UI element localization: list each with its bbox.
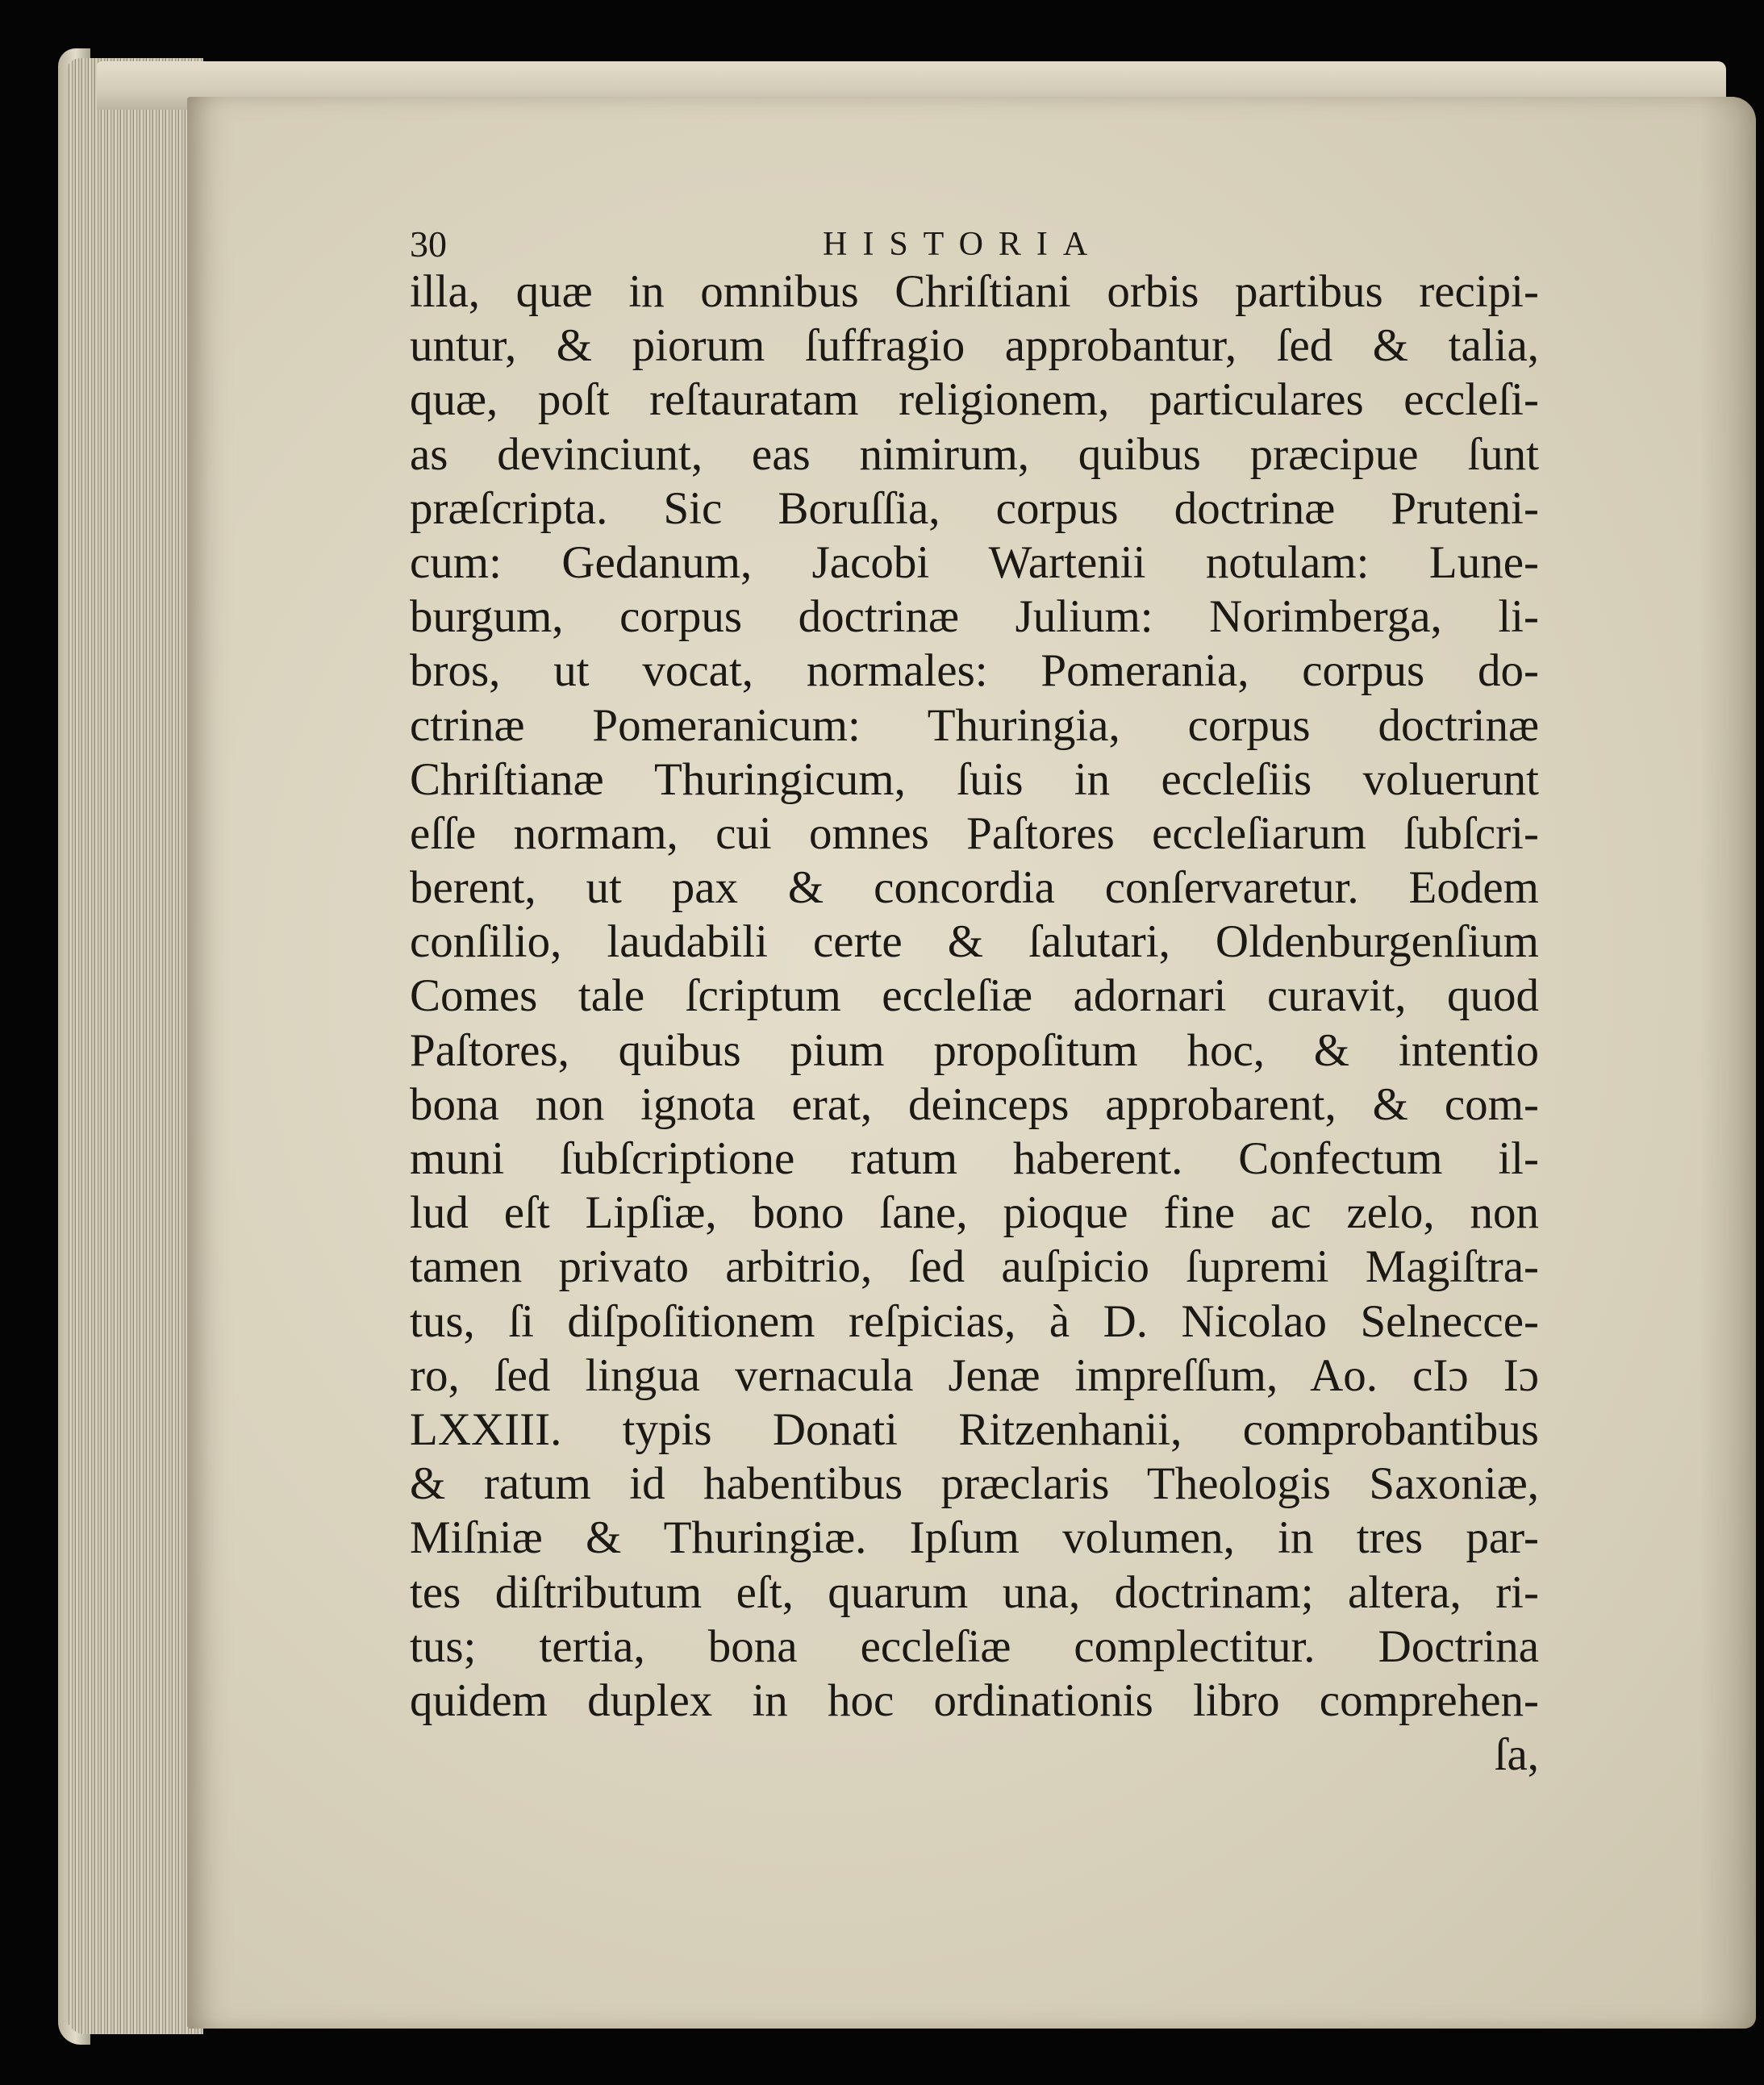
page-number: 30 — [410, 223, 447, 265]
text-line: lud eſt Lipſiæ, bono ſane, pioque fine ac zelo, non — [410, 1187, 1539, 1239]
text-line: eſſe normam, cui omnes Paſtores eccleſiarum ſubſcri- — [410, 807, 1539, 859]
text-line: præſcripta. Sic Boruſſia, corpus doctrinæ Pruteni- — [410, 482, 1539, 534]
text-line: Comes tale ſcriptum eccleſiæ adornari curavit, quod — [410, 970, 1539, 1022]
catchword: ſa, — [1494, 1729, 1539, 1781]
text-line: muni ſubſcriptione ratum haberent. Confectum il- — [410, 1133, 1539, 1184]
text-line: conſilio, laudabili certe & ſalutari, Oldenburgenſium — [410, 916, 1539, 968]
text-line: tes diſtributum eſt, quarum una, doctrinam; altera, ri- — [410, 1566, 1539, 1618]
text-line: berent, ut pax & concordia conſervaretur. Eodem — [410, 862, 1539, 914]
text-line: Chriſtianæ Thuringicum, ſuis in eccleſiis voluerunt — [410, 753, 1539, 805]
text-line: cum: Gedanum, Jacobi Wartenii notulam: Lune- — [410, 536, 1539, 588]
text-line: Miſniæ & Thuringiæ. Ipſum volumen, in tres par- — [410, 1512, 1539, 1564]
text-line: ctrinæ Pomeranicum: Thuringia, corpus doctrinæ — [410, 699, 1539, 751]
text-line: Paſtores, quibus pium propoſitum hoc, & intentio — [410, 1024, 1539, 1076]
text-line: quidem duplex in hoc ordinationis libro comprehen- — [410, 1674, 1539, 1726]
text-line: illa, quæ in omnibus Chriſtiani orbis partibus recipi- — [410, 266, 1539, 317]
page-edges — [66, 58, 203, 2034]
text-line: burgum, corpus doctrinæ Julium: Norimberga, li- — [410, 591, 1539, 643]
text-line: ro, ſed lingua vernacula Jenæ impreſſum, Ao. cIɔ Iɔ — [410, 1349, 1539, 1401]
text-line: tus; tertia, bona eccleſiæ complectitur. Doctrina — [410, 1620, 1539, 1672]
text-line: bona non ignota erat, deinceps approbarent, & com- — [410, 1078, 1539, 1130]
text-block — [410, 216, 1571, 1782]
text-line: untur, & piorum ſuffragio approbantur, ſed & talia, — [410, 320, 1539, 372]
running-head-title: HISTORIA — [823, 226, 1103, 263]
text-line: & ratum id habentibus præclaris Theologis Saxoniæ, — [410, 1458, 1539, 1510]
text-line: tus, ſi diſpoſitionem reſpicias, à D. Nicolao Selnecce- — [410, 1295, 1539, 1347]
text-line: as devinciunt, eas nimirum, quibus præcipue ſunt — [410, 428, 1539, 480]
text-line: quæ, poſt reſtauratam religionem, particulares eccleſi- — [410, 374, 1539, 426]
running-head — [410, 216, 1571, 265]
text-line: tamen privato arbitrio, ſed auſpicio ſupremi Magiſtra- — [410, 1241, 1539, 1293]
body-text — [410, 265, 1571, 1782]
text-line: bros, ut vocat, normales: Pomerania, corpus do- — [410, 645, 1539, 697]
text-line: LXXIII. typis Donati Ritzenhanii, comprobantibus — [410, 1403, 1539, 1455]
